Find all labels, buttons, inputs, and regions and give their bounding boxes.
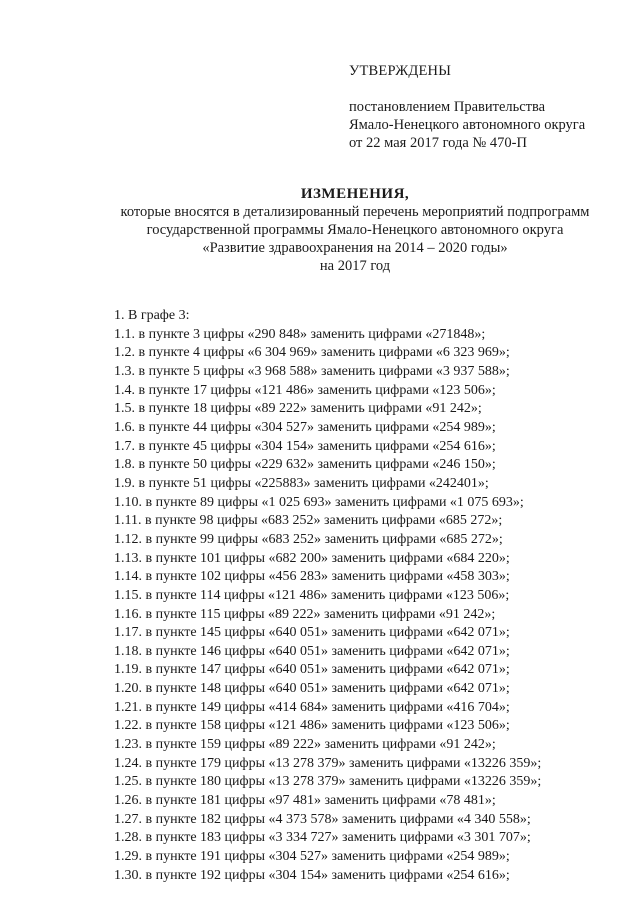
- approval-line: Ямало-Ненецкого автономного округа: [349, 117, 586, 133]
- document-title: ИЗМЕНЕНИЯ,: [300, 186, 410, 202]
- list-item: 1.23. в пункте 159 цифры «89 222» заменить цифрами «91 242»;: [114, 737, 496, 753]
- list-item: 1.3. в пункте 5 цифры «3 968 588» заменить цифрами «3 937 588»;: [114, 363, 510, 379]
- list-item: 1.16. в пункте 115 цифры «89 222» заменить цифрами «91 242»;: [114, 606, 496, 622]
- list-item: 1.5. в пункте 18 цифры «89 222» заменить цифрами «91 242»;: [114, 401, 482, 417]
- list-item: 1.7. в пункте 45 цифры «304 154» заменить цифрами «254 616»;: [114, 438, 496, 454]
- list-item: 1.24. в пункте 179 цифры «13 278 379» заменить цифрами «13226 359»;: [114, 755, 542, 771]
- list-item: 1.19. в пункте 147 цифры «640 051» заменить цифрами «642 071»;: [114, 662, 510, 678]
- list-item: 1.20. в пункте 148 цифры «640 051» заменить цифрами «642 071»;: [114, 681, 510, 697]
- document-subtitle-line: которые вносятся в детализированный перечень мероприятий подпрограмм: [120, 204, 590, 220]
- approval-line: от 22 мая 2017 года № 470-П: [349, 135, 527, 151]
- list-item: 1.17. в пункте 145 цифры «640 051» заменить цифрами «642 071»;: [114, 625, 510, 641]
- document-subtitle-line: государственной программы Ямало-Ненецкого автономного округа: [146, 222, 564, 238]
- list-item: 1.9. в пункте 51 цифры «225883» заменить цифрами «242401»;: [114, 475, 489, 491]
- approval-line: постановлением Правительства: [349, 99, 546, 115]
- list-item: 1.28. в пункте 183 цифры «3 334 727» заменить цифрами «3 301 707»;: [114, 830, 531, 846]
- list-item: 1.2. в пункте 4 цифры «6 304 969» заменить цифрами «6 323 969»;: [114, 345, 510, 361]
- list-item: 1.27. в пункте 182 цифры «4 373 578» заменить цифрами «4 340 558»;: [114, 811, 531, 827]
- list-item: 1.6. в пункте 44 цифры «304 527» заменить цифрами «254 989»;: [114, 419, 496, 435]
- list-item: 1.15. в пункте 114 цифры «121 486» заменить цифрами «123 506»;: [114, 587, 510, 603]
- document-subtitle-line: «Развитие здравоохранения на 2014 – 2020 годы»: [202, 240, 508, 256]
- list-item: 1.29. в пункте 191 цифры «304 527» заменить цифрами «254 989»;: [114, 849, 510, 865]
- list-item: 1.1. в пункте 3 цифры «290 848» заменить цифрами «271848»;: [114, 326, 486, 342]
- list-item: 1.12. в пункте 99 цифры «683 252» заменить цифрами «685 272»;: [114, 531, 503, 547]
- amendment-items: [114, 326, 624, 886]
- list-item: 1.10. в пункте 89 цифры «1 025 693» заменить цифрами «1 075 693»;: [114, 494, 524, 510]
- list-item: 1.26. в пункте 181 цифры «97 481» заменить цифрами «78 481»;: [114, 793, 496, 809]
- list-item: 1.13. в пункте 101 цифры «682 200» заменить цифрами «684 220»;: [114, 550, 510, 566]
- amendments-list: [114, 307, 624, 885]
- list-item: 1.11. в пункте 98 цифры «683 252» заменить цифрами «685 272»;: [114, 513, 503, 529]
- list-item: 1.21. в пункте 149 цифры «414 684» заменить цифрами «416 704»;: [114, 699, 510, 715]
- list-item: 1.14. в пункте 102 цифры «456 283» заменить цифрами «458 303»;: [114, 569, 510, 585]
- list-item: 1.4. в пункте 17 цифры «121 486» заменить цифрами «123 506»;: [114, 382, 496, 398]
- list-item: 1.22. в пункте 158 цифры «121 486» заменить цифрами «123 506»;: [114, 718, 510, 734]
- section-intro: 1. В графе 3:: [114, 308, 190, 323]
- list-item: 1.18. в пункте 146 цифры «640 051» заменить цифрами «642 071»;: [114, 643, 510, 659]
- list-item: 1.30. в пункте 192 цифры «304 154» заменить цифрами «254 616»;: [114, 867, 510, 883]
- approval-block: [349, 62, 619, 152]
- list-item: 1.25. в пункте 180 цифры «13 278 379» заменить цифрами «13226 359»;: [114, 774, 542, 790]
- list-item: 1.8. в пункте 50 цифры «229 632» заменить цифрами «246 150»;: [114, 457, 496, 473]
- document-subtitle-line: на 2017 год: [319, 258, 391, 274]
- approval-title: УТВЕРЖДЕНЫ: [349, 63, 452, 79]
- document-heading: [60, 185, 640, 275]
